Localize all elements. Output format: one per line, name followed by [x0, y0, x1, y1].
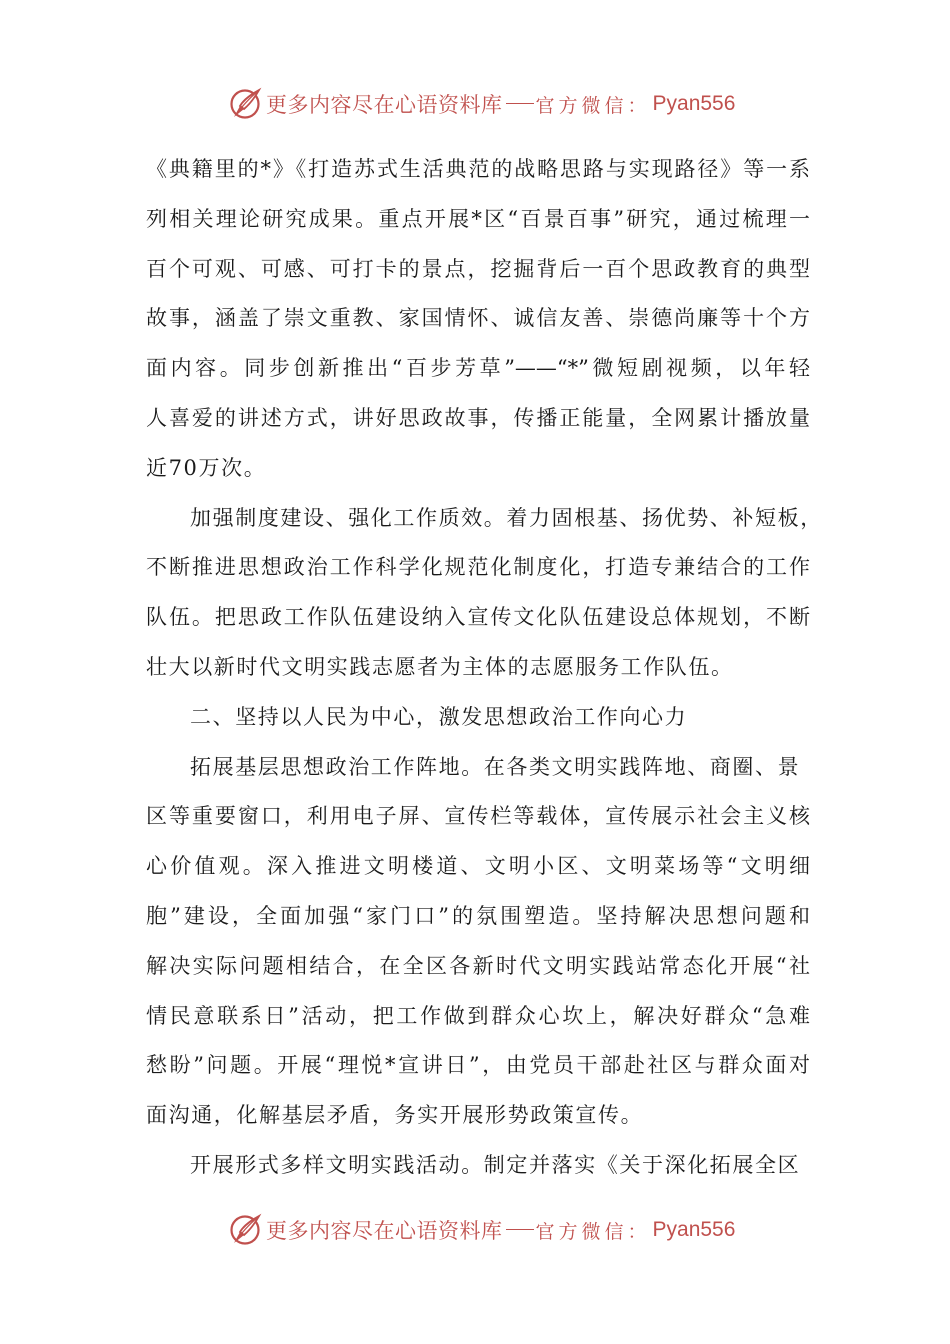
body-line: 愁盼”问题。开展“理悦*宣讲日”，由党员干部赴社区与群众面对: [146, 1053, 810, 1078]
body-line: 不断推进思想政治工作科学化规范化制度化，打造专兼结合的工作: [146, 555, 810, 580]
body-line: 《典籍里的*》《打造苏式生活典范的战略思路与实现路径》等一系: [146, 157, 810, 181]
header-site-text: 更多内容尽在心语资料库: [266, 93, 503, 117]
header-wechat-label: 官方微信：: [535, 94, 651, 117]
body-line: 近70万次。: [146, 455, 267, 480]
paragraph-start-line: 拓展基层思想政治工作阵地。在各类文明实践阵地、商圈、景: [190, 754, 801, 779]
body-line: 列相关理论研究成果。重点开展*区“百景百事”研究，通过梳理一: [146, 206, 810, 231]
document-body: [146, 145, 823, 1191]
body-line: 人喜爱的讲述方式，讲好思政故事，传播正能量，全网累计播放量: [146, 405, 810, 430]
body-line: 心价值观。深入推进文明楼道、文明小区、文明菜场等“文明细: [146, 854, 810, 879]
body-line: 胞”建设，全面加强“家门口”的氛围塑造。坚持解决思想问题和: [146, 903, 810, 928]
section-heading: 二、坚持以人民为中心，激发思想政治工作向心力: [190, 704, 688, 729]
quill-pen-logo-icon: [228, 1213, 262, 1247]
body-line: 区等重要窗口，利用电子屏、宣传栏等载体，宣传展示社会主义核: [146, 804, 810, 829]
footer-dash: [506, 1229, 534, 1230]
body-line: 解决实际问题相结合，在全区各新时代文明实践站常态化开展“社: [146, 953, 810, 978]
body-line: 故事，涵盖了崇文重教、家国情怀、诚信友善、崇德尚廉等十个方: [146, 306, 810, 331]
body-line: 壮大以新时代文明实践志愿者为主体的志愿服务工作队伍。: [146, 654, 734, 679]
paragraph-start-line: 开展形式多样文明实践活动。制定并落实《关于深化拓展全区: [190, 1152, 801, 1177]
header-banner: [228, 86, 735, 122]
footer-banner: [228, 1212, 735, 1248]
body-line: 队伍。把思政工作队伍建设纳入宣传文化队伍建设总体规划，不断: [146, 605, 810, 630]
header-dash: [506, 103, 534, 104]
footer-wechat-label: 官方微信：: [535, 1220, 651, 1243]
body-line: 情民意联系日”活动，把工作做到群众心坎上，解决好群众“急难: [146, 1003, 810, 1028]
header-wechat-handle: Pyan556: [652, 92, 736, 115]
body-line: 面内容。同步创新推出“百步芳草”——“*”微短剧视频，以年轻: [146, 356, 810, 381]
footer-wechat-handle: Pyan556: [652, 1218, 736, 1241]
body-line: 面沟通，化解基层矛盾，务实开展形势政策宣传。: [146, 1103, 644, 1128]
body-line: 百个可观、可感、可打卡的景点，挖掘背后一百个思政教育的典型: [146, 256, 810, 281]
footer-site-text: 更多内容尽在心语资料库: [266, 1219, 503, 1243]
paragraph-start-line: 加强制度建设、强化工作质效。着力固根基、扬优势、补短板，: [190, 505, 823, 530]
quill-pen-logo-icon: [228, 87, 262, 121]
